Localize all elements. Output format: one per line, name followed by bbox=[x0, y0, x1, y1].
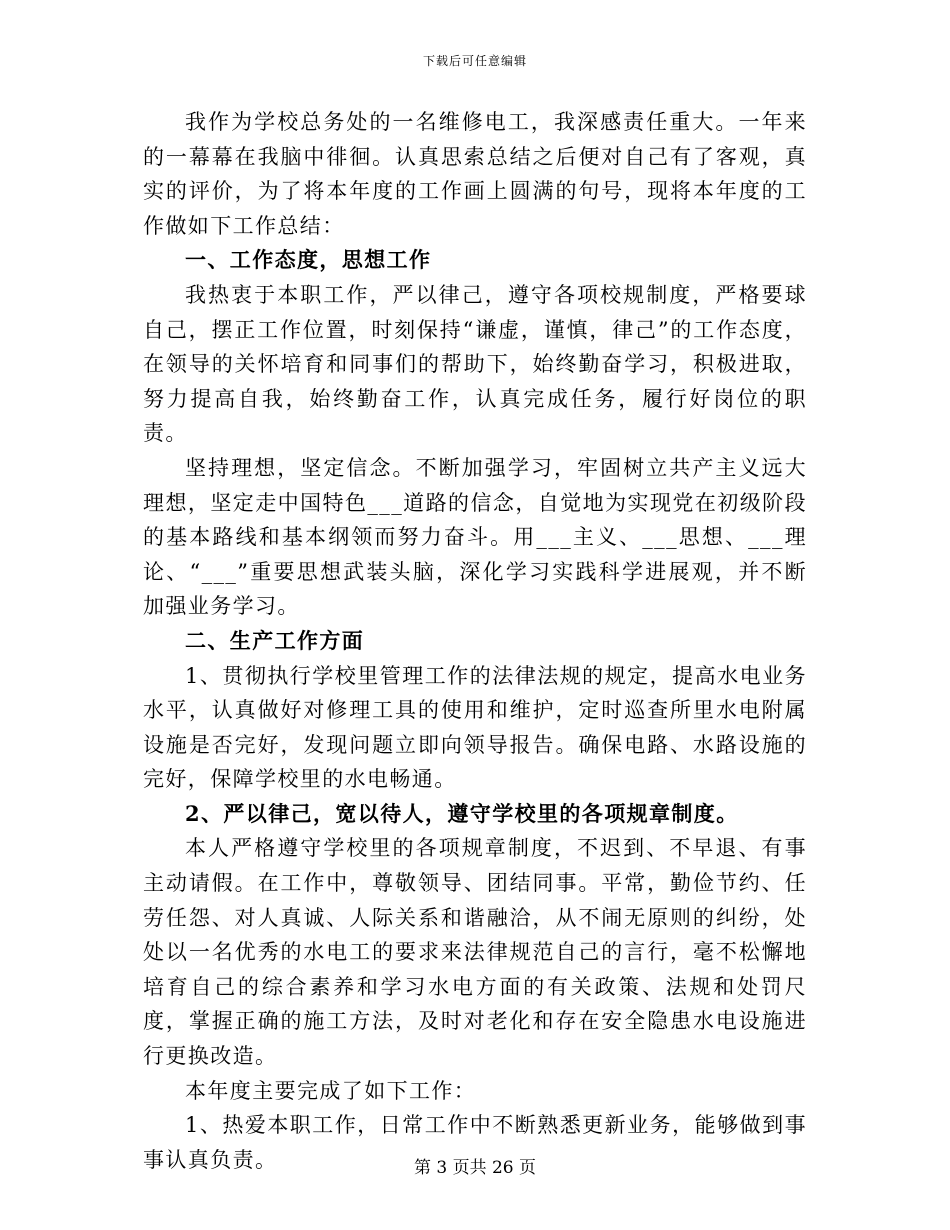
ideals-paragraph: 坚持理想，坚定信念。不断加强学习，牢固树立共产主义远大理想，坚定走中国特色___道路的信念，自觉地为实现党在初级阶段的基本路线和基本纲领而努力奋斗。用___主义、___思想、___理论、“___”重要思想武装头脑，深化学习实践科学进展观，并不断加强业务学习。 bbox=[143, 455, 807, 619]
page-header: 下载后可任意编辑 bbox=[422, 54, 527, 68]
intro-paragraph: 我作为学校总务处的一名维修电工，我深感责任重大。一年来的一幕幕在我脑中徘徊。认真思索总结之后便对自己有了客观，真实的评价，为了将本年度的工作画上圆满的句号，现将本年度的工作做如下工作总结： bbox=[143, 110, 807, 238]
page-footer: 第 3 页共 26 页 bbox=[413, 1158, 537, 1178]
discipline-paragraph: 本人严格遵守学校里的各项规章制度，不迟到、不早退、有事主动请假。在工作中，尊敬领导、团结同事。平常，勤俭节约、任劳任怨、对人真诚、人际关系和谐融洽，从不闹无原则的纠纷，处处以一名优秀的水电工的要求来法律规范自己的言行，毫不松懈地培育自己的综合素养和学习水电方面的有关政策、法规和处罚尺度，掌握正确的施工方法，及时对老化和存在安全隐患水电设施进行更换改造。 bbox=[143, 836, 807, 1069]
production-paragraph: 1、贯彻执行学校里管理工作的法律法规的规定，提高水电业务水平，认真做好对修理工具的使用和维护，定时巡查所里水电附属设施是否完好，发现问题立即向领导报告。确保电路、水路设施的完好，保障学校里的水电畅通。 bbox=[143, 663, 807, 792]
completed-work-item-1: 1、热爱本职工作，日常工作中不断熟悉更新业务，能够做到事事认真负责。 bbox=[143, 1113, 807, 1172]
section-heading-production: 二、生产工作方面 bbox=[185, 627, 365, 653]
attitude-paragraph: 我热衷于本职工作，严以律己，遵守各项校规制度，严格要球自己，摆正工作位置，时刻保持“谦虚，谨慎，律己”的工作态度，在领导的关怀培育和同事们的帮助下，始终勤奋学习，积极进取，努力提高自我，始终勤奋工作，认真完成任务，履行好岗位的职责。 bbox=[143, 282, 807, 446]
completed-work-intro: 本年度主要完成了如下工作： bbox=[185, 1078, 477, 1103]
subheading-discipline: 2、严以律己，宽以待人，遵守学校里的各项规章制度。 bbox=[185, 800, 739, 826]
document-body bbox=[143, 105, 807, 1177]
section-heading-attitude: 一、工作态度，思想工作 bbox=[185, 247, 432, 273]
